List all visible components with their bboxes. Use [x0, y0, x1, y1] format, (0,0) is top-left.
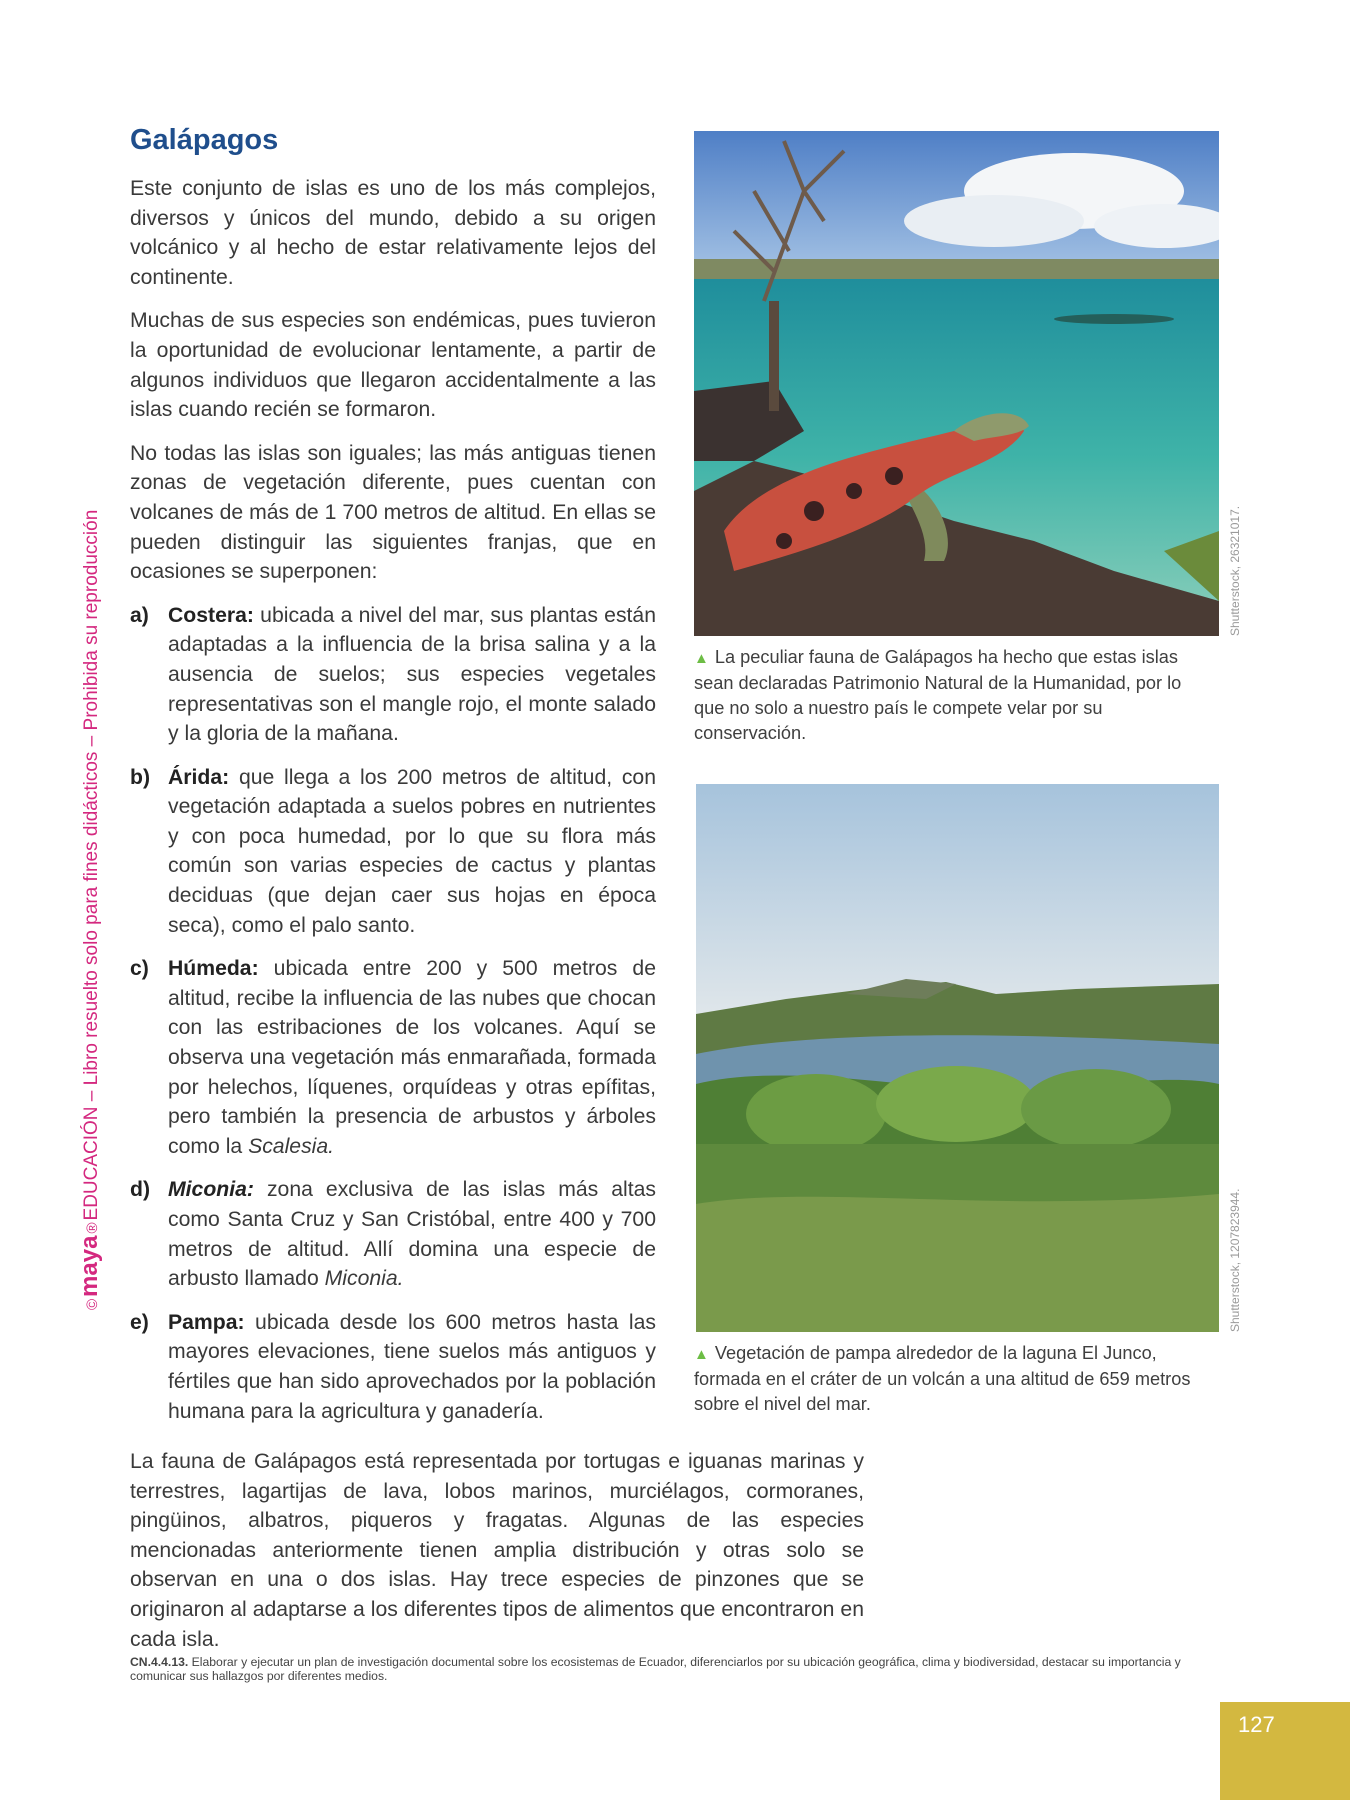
section-title: Galápagos	[130, 124, 279, 156]
main-text-column	[130, 174, 656, 1440]
figure-caption	[694, 1341, 1214, 1417]
registered-symbol: ®	[84, 1222, 101, 1234]
page-number: 127	[1238, 1712, 1275, 1737]
zone-description	[168, 954, 656, 1161]
zone-text: zona exclusiva de las islas más altas como Santa Cruz y San Cristóbal, entre 400 y 700 metros de altitud. Allí domina una especie de arbusto llamado	[168, 1178, 656, 1291]
intro-paragraph: No todas las islas son iguales; las más antiguas tienen zonas de vegetación diferente, pues cuentan con volcanes de más de 1 700 metros de altitud. En ellas se pueden distinguir las siguientes franjas, que en ocasiones se superponen:	[130, 441, 656, 584]
zone-item-humeda	[130, 954, 656, 1161]
zone-item-pampa	[130, 1308, 656, 1426]
zone-name: Costera:	[168, 603, 254, 627]
intro-paragraph: Muchas de sus especies son endémicas, pues tuvieron la oportunidad de evolucionar lentamente, a partir de algunos individuos que llegaron accidentalmente a las islas cuando recién se formaron.	[130, 309, 656, 422]
caption-text: Vegetación de pampa alrededor de la laguna El Junco, formada en el cráter de un volcán a una altitud de 659 metros sobre el nivel del mar.	[694, 1343, 1191, 1414]
footnote-text: Elaborar y ejecutar un plan de investigación documental sobre los ecosistemas de Ecuador, diferenciarlos por su ubicación geográfica, clima y biodiversidad, destacar su importancia y comunicar sus hallazgos por diferentes medios.	[130, 1655, 1181, 1683]
footnote-code: CN.4.4.13.	[130, 1655, 189, 1669]
photo-credit: Shutterstock, 26321017.	[1228, 505, 1242, 636]
zone-letter: b)	[130, 765, 150, 789]
zone-name: Pampa:	[168, 1310, 245, 1334]
side-copyright-note	[76, 510, 104, 1310]
zone-name: Húmeda:	[168, 957, 259, 981]
vegetation-zones-list	[130, 601, 656, 1426]
fauna-paragraph: La fauna de Galápagos está representada por tortugas e iguanas marinas y terrestres, lagartijas de lava, lobos marinos, murciélagos, cormoranes, pingüinos, albatros, piqueros y fragatas. Algunas de las especies mencionadas anteriormente tienen amplia distribución y otras solo se observan en una o dos islas. Hay trece especies de pinzones que se originaron al adaptarse a los diferentes tipos de alimentos que encontraron en cada isla.	[130, 1450, 864, 1651]
zone-description	[168, 1175, 656, 1293]
zone-item-arida	[130, 763, 656, 941]
zone-text-italic: Scalesia.	[248, 1134, 335, 1158]
copyright-symbol: ©	[84, 1298, 101, 1310]
laguna-el-junco-photo	[696, 784, 1219, 1332]
figure-caption	[694, 645, 1214, 746]
zone-letter: a)	[130, 603, 149, 627]
zone-description	[168, 763, 656, 941]
maya-brand-logo: maya	[76, 1235, 103, 1297]
zone-text: que llega a los 200 metros de altitud, con vegetación adaptada a suelos pobres en nutrientes y con poca humedad, por lo que su flora más común son varias especies de cactus y plantas deciduas (que dejan caer sus hojas en época seca), como el palo santo.	[168, 765, 656, 937]
zone-text: ubicada a nivel del mar, sus plantas están adaptadas a la influencia de la brisa salina y a la ausencia de suelos; sus especies vegetales representativas son el mangle rojo, el monte salado y la gloria de la mañana.	[168, 603, 656, 746]
caption-text: La peculiar fauna de Galápagos ha hecho que estas islas sean declaradas Patrimonio Natural de la Humanidad, por lo que no solo a nuestro país le compete velar por su conservación.	[694, 647, 1182, 743]
zone-text-italic: Miconia.	[324, 1267, 404, 1291]
curriculum-footnote	[130, 1655, 1222, 1683]
triangle-marker-icon: ▲	[694, 1346, 709, 1363]
zone-name: Árida:	[168, 765, 230, 789]
zone-name: Miconia:	[168, 1178, 254, 1202]
marine-iguana-photo	[694, 131, 1219, 636]
triangle-marker-icon: ▲	[694, 650, 709, 667]
photo-credit: Shutterstock, 1207823944.	[1228, 1188, 1242, 1332]
zone-item-costera	[130, 601, 656, 749]
zone-letter: e)	[130, 1310, 149, 1334]
zone-letter: c)	[130, 957, 149, 981]
side-note-text: EDUCACIÓN – Libro resuelto solo para fines didácticos – Prohibida su reproducción	[81, 509, 102, 1221]
zone-description	[168, 1308, 656, 1426]
intro-paragraph: Este conjunto de islas es uno de los más complejos, diversos y únicos del mundo, debido a su origen volcánico y al hecho de estar relativamente lejos del continente.	[130, 177, 656, 289]
zone-item-miconia	[130, 1175, 656, 1293]
zone-description	[168, 601, 656, 749]
zone-text: ubicada entre 200 y 500 metros de altitud, recibe la influencia de las nubes que chocan con las estribaciones de los volcanes. Aquí se observa una vegetación más enmarañada, formada por helechos, líquenes, orquídeas y otras epífitas, pero también la presencia de arbustos y árboles como la	[168, 957, 656, 1158]
zone-text: ubicada desde los 600 metros hasta las mayores elevaciones, tiene suelos más antiguos y fértiles que han sido aprovechados por la población humana para la agricultura y ganadería.	[168, 1310, 656, 1423]
zone-letter: d)	[130, 1178, 150, 1202]
